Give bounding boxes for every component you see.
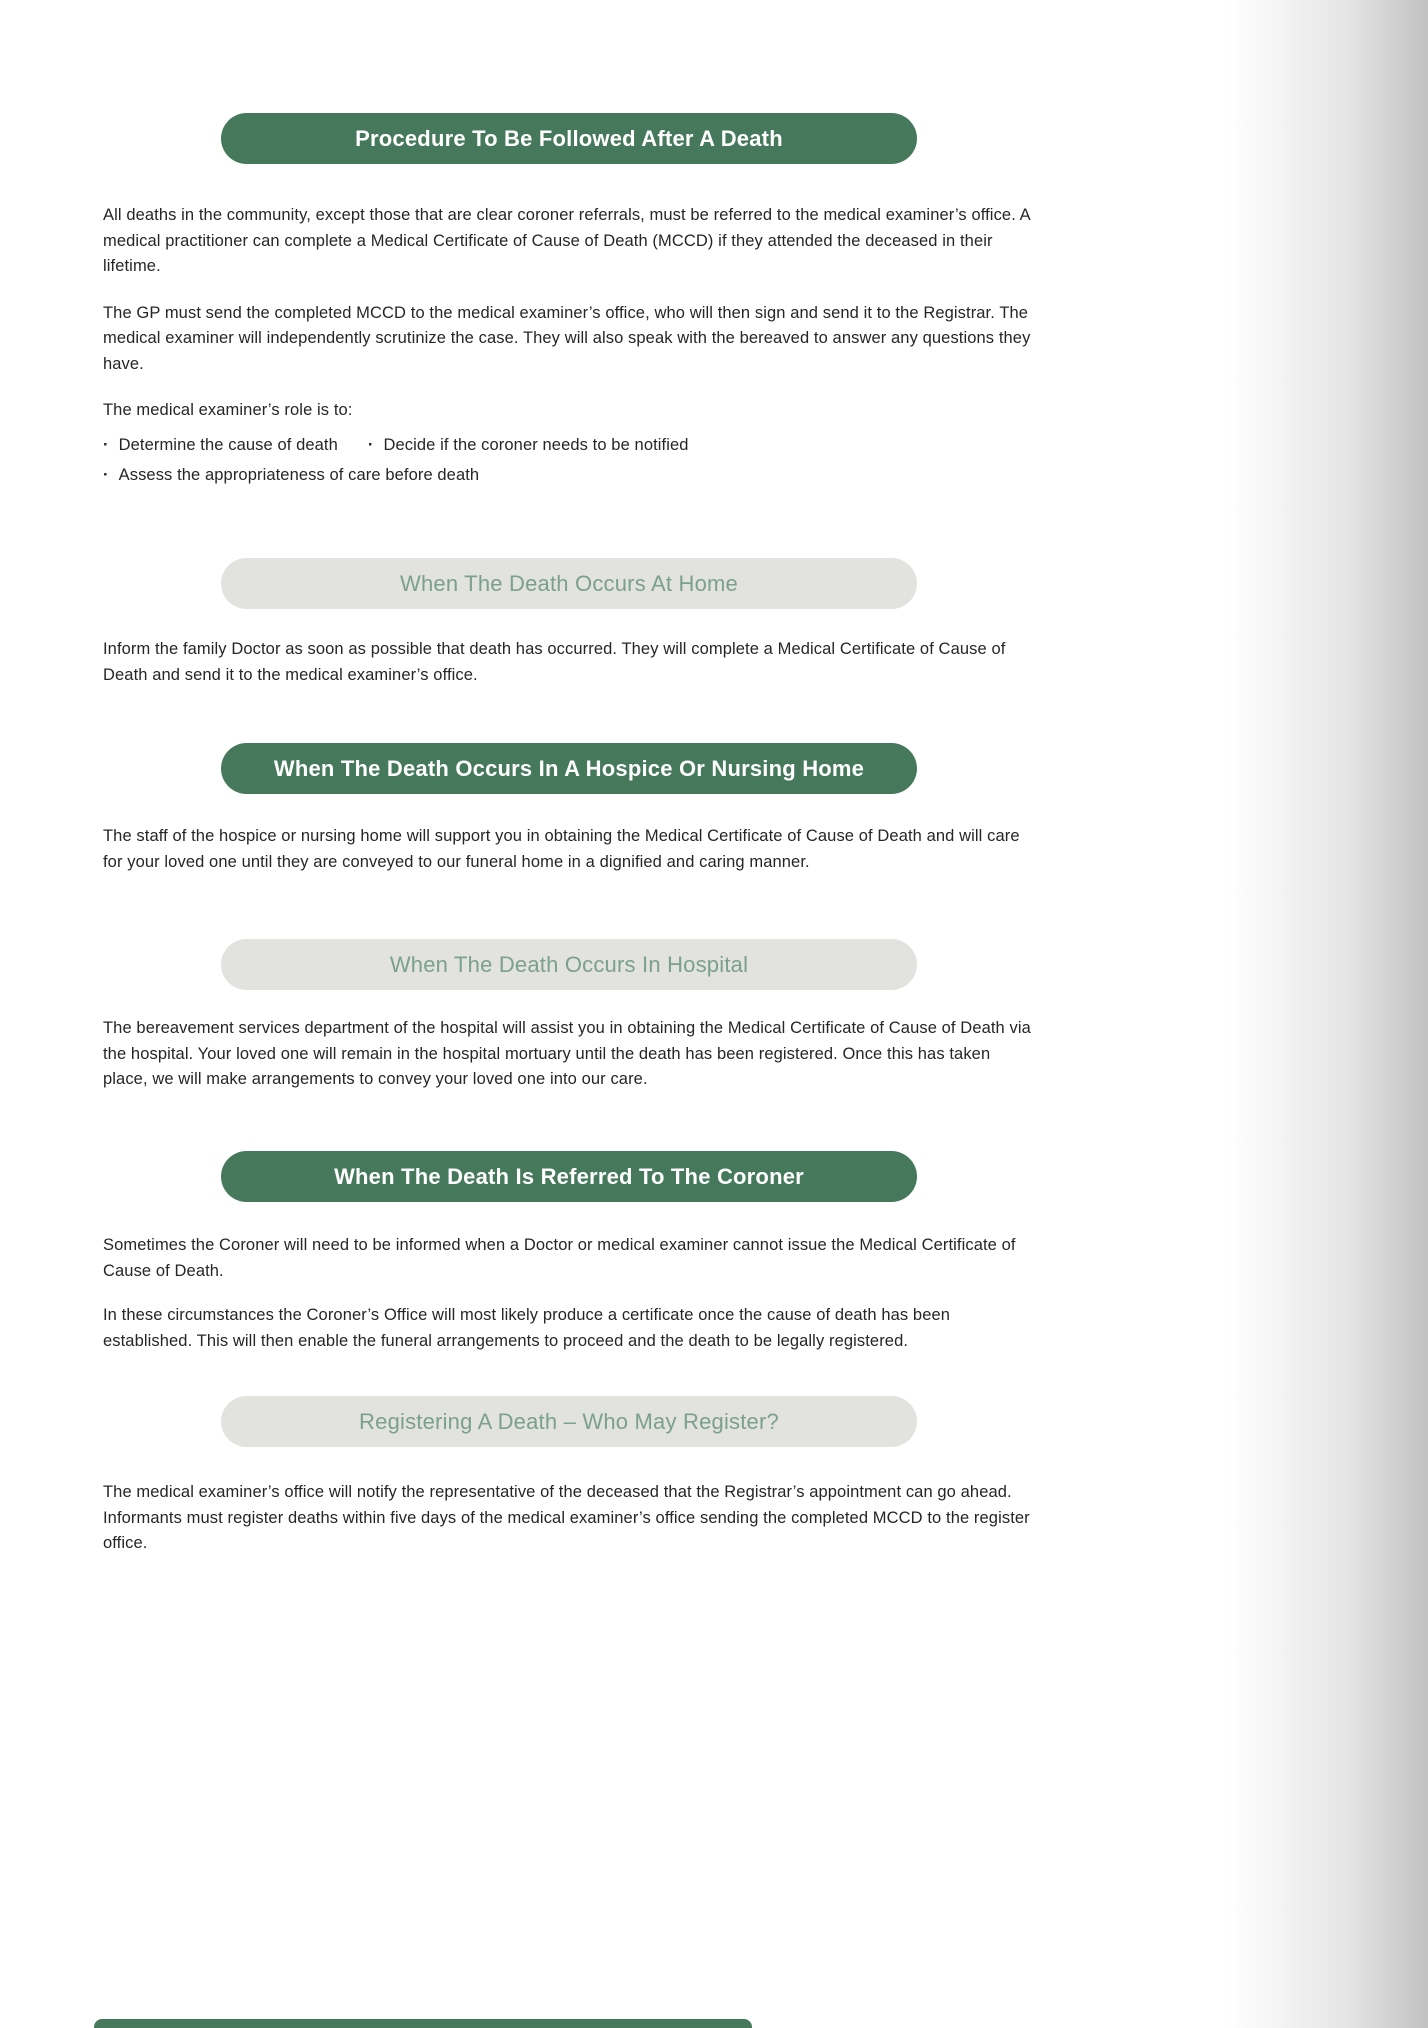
section-header-hospice-nursing-home	[221, 743, 917, 794]
section-header-procedure	[221, 113, 917, 164]
section-header-coroner-label: When The Death Is Referred To The Coroner	[334, 1163, 804, 1189]
paragraph-intro-2: The GP must send the completed MCCD to the medical examiner’s office, who will then sign and send it to the Registrar. The medical examiner will independently scrutinize the case. They will also speak with the bereaved to answer any questions they have.	[103, 303, 1031, 373]
bullet-item-assess-care	[103, 463, 479, 489]
section-header-registering-death	[221, 1396, 917, 1447]
bottom-green-band	[94, 2019, 752, 2028]
bullet-text: Decide if the coroner needs to be notified	[383, 435, 689, 454]
document-content	[103, 0, 1035, 1557]
bullet-row-2	[103, 463, 1035, 489]
page-right-shadow	[1228, 0, 1428, 2028]
section-header-hospital	[221, 939, 917, 990]
bullet-item-decide-coroner	[368, 433, 689, 459]
section-header-registering-death-label: Registering A Death – Who May Register?	[359, 1408, 779, 1434]
bullet-row-1	[103, 433, 1035, 459]
paragraph-intro-1: All deaths in the community, except those that are clear coroner referrals, must be referred to the medical examiner’s office. A medical practitioner can complete a Medical Certificate of Cause of Death (MCCD) if they attended the deceased in their lifetime.	[103, 206, 1030, 276]
section-header-death-at-home	[221, 558, 917, 609]
bullet-dot-icon: ·	[103, 435, 109, 454]
bullet-dot-icon: ·	[367, 435, 374, 454]
paragraph-hospice: The staff of the hospice or nursing home will support you in obtaining the Medical Certificate of Cause of Death and will care for your loved one until they are conveyed to our funeral home in a dignified and caring manner.	[103, 827, 1020, 871]
section-header-coroner	[221, 1151, 917, 1202]
bullet-text: Assess the appropriateness of care before death	[118, 465, 480, 484]
paragraph-registering-death: The medical examiner’s office will notify the representative of the deceased that the Registrar’s appointment can go ahead. Informants must register deaths within five days of the medical examiner’s office sending the completed MCCD to the register office.	[103, 1483, 1030, 1553]
paragraph-hospital: The bereavement services department of the hospital will assist you in obtaining the Medical Certificate of Cause of Death via the hospital. Your loved one will remain in the hospital mortuary until the death has been registered. Once this has taken place, we will make arrangements to convey your loved one into our care.	[103, 1019, 1031, 1089]
section-header-hospital-label: When The Death Occurs In Hospital	[389, 951, 749, 977]
paragraph-examiner-role: The medical examiner’s role is to:	[103, 401, 353, 420]
bullet-dot-icon: ·	[103, 465, 109, 484]
bullet-text: Determine the cause of death	[118, 435, 338, 454]
bullet-item-determine-cause	[103, 433, 338, 459]
section-header-hospice-label: When The Death Occurs In A Hospice Or Nursing Home	[273, 755, 865, 781]
paragraph-death-at-home: Inform the family Doctor as soon as possible that death has occurred. They will complete a Medical Certificate of Cause of Death and send it to the medical examiner’s office.	[103, 640, 1006, 684]
paragraph-coroner-1: Sometimes the Coroner will need to be informed when a Doctor or medical examiner cannot issue the Medical Certificate of Cause of Death.	[103, 1236, 1016, 1280]
paragraph-coroner-2: In these circumstances the Coroner’s Office will most likely produce a certificate once the cause of death has been established. This will then enable the funeral arrangements to proceed and the death to be legally registered.	[103, 1306, 951, 1350]
section-header-procedure-label: Procedure To Be Followed After A Death	[355, 125, 783, 151]
section-header-death-at-home-label: When The Death Occurs At Home	[400, 570, 738, 596]
